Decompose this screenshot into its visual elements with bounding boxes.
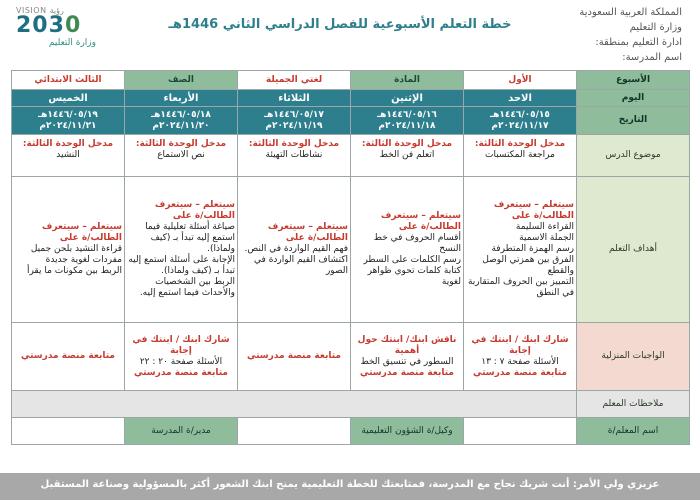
principal-name-field[interactable] [12,418,125,445]
date-sunday: ١٤٤٦/٠٥/١٥هـ ٢٠٢٤/١١/١٧م [464,107,577,135]
label-homework: الواجبات المنزلية [577,323,690,391]
region-line: ادارة التعليم بمنطقة: [595,37,682,48]
day-wednesday: الأربعاء [125,90,238,107]
day-thursday: الخميس [12,90,125,107]
week-number: الأول [464,71,577,90]
day-sunday: الاحد [464,90,577,107]
topic-tuesday: مدخل الوحدة الثالثة: نشاطات التهيئة [238,135,351,177]
ministry-line: وزارة التعليم [629,22,682,33]
vision-year: 2030 [16,13,82,38]
vice-name-field[interactable] [238,418,351,445]
label-date: التاريخ [577,107,690,135]
subject-name: لغتي الجميلة [238,71,351,90]
vision-2030-logo [16,6,96,62]
label-topic: موضوع الدرس [577,135,690,177]
kingdom-line: المملكة العربية السعودية [579,7,682,18]
grade-name: الثالث الابتدائي [12,71,125,90]
day-tuesday: الثلاثاء [238,90,351,107]
date-thursday: ١٤٤٦/٠٥/١٩هـ ٢٠٢٤/١١/٢١م [12,107,125,135]
teacher-name-field[interactable] [464,418,577,445]
parent-message-footer: عزيزي ولي الأمر: أنت شريك نجاح مع المدرسة، فمتابعتك للخطة التعليمية يمنح ابنك الشعور أكثر بالمسؤولية وصناعة المستقبل [0,473,700,500]
goals-wednesday: سيتعلم – سيتعرف الطالب/ة على صياغة أسئلة تعليلية فيما استمع إليه تبدأ بـ (كيف ولماذا). الإجابة على أسئلة استمع إليه تبدأ بـ (كيف ولماذا). الربط بين الشخصيات والأحداث فيما استمع إليه. [125,177,238,323]
homework-wednesday: شارك ابنك / ابنتك في إجابة الأسئلة صفحة ٢٠ : ٢٢ متابعة منصة مدرستي [125,323,238,391]
label-day: اليوم [577,90,690,107]
page-header [0,0,700,66]
school-line: اسم المدرسة: [622,52,682,63]
topic-wednesday: مدخل الوحدة الثالثة: نص الاستماع [125,135,238,177]
day-monday: الإثنين [351,90,464,107]
homework-tuesday: متابعة منصة مدرستي [238,323,351,391]
label-teacher: اسم المعلم/ة [577,418,690,445]
topic-thursday: مدخل الوحدة الثالثة: النشيد [12,135,125,177]
goals-tuesday: سيتعلم – سيتعرف الطالب/ة على فهم القيم الواردة في النص. اكتشاف القيم الواردة في الصور [238,177,351,323]
homework-monday: ناقش ابنك/ ابنتك حول أهمية السطور في تنسيق الخط متابعة منصة مدرستي [351,323,464,391]
homework-sunday: شارك ابنك / ابنتك في إجابة الأسئلة صفحة ٧ : ١٣ متابعة منصة مدرستي [464,323,577,391]
grade-label: الصف [125,71,238,90]
label-vice: وكيل/ة الشؤون التعليمية [351,418,464,445]
goals-monday: سيتعلم – سيتعرف الطالب/ة على أقسام الحروف في خط النسخ رسم الكلمات على السطر كتابة كلمات تحوي ظواهر لغوية [351,177,464,323]
goals-sunday: سيتعلم – سيتعرف الطالب/ة على القراءة السليمة الجملة الاسمية رسم الهمزة المتطرفة الفرق بين همزتي الوصل والقطع التمييز بين الحروف المتقاربة في النطق [464,177,577,323]
label-principal: مدير/ة المدرسة [125,418,238,445]
weekly-plan-table [11,70,690,445]
label-notes: ملاحظات المعلم [577,391,690,418]
label-week: الأسبوع [577,71,690,90]
goals-thursday: سيتعلم – سيتعرف الطالب/ة على قراءة النشيد بلحن جميل مفردات لغوية جديدة الربط بين مكونات ما يقرأ [12,177,125,323]
date-monday: ١٤٤٦/٠٥/١٦هـ ٢٠٢٤/١١/١٨م [351,107,464,135]
subject-label: المادة [351,71,464,90]
ministry-logo-text: وزارة التعليم [48,38,96,48]
date-wednesday: ١٤٤٦/٠٥/١٨هـ ٢٠٢٤/١١/٢٠م [125,107,238,135]
plan-title: خطة التعلم الأسبوعية للفصل الدراسي الثاني 1446هـ [168,17,512,32]
homework-thursday: متابعة منصة مدرستي [12,323,125,391]
date-tuesday: ١٤٤٦/٠٥/١٧هـ ٢٠٢٤/١١/١٩م [238,107,351,135]
topic-monday: مدخل الوحدة الثالثة: اتعلم فن الخط [351,135,464,177]
teacher-notes-field[interactable] [12,391,577,418]
label-goals: أهداف التعلم [577,177,690,323]
vision-text: VISION رؤية [16,6,64,15]
government-heading [579,5,682,65]
topic-sunday: مدخل الوحدة الثالثة: مراجعة المكتسبات [464,135,577,177]
